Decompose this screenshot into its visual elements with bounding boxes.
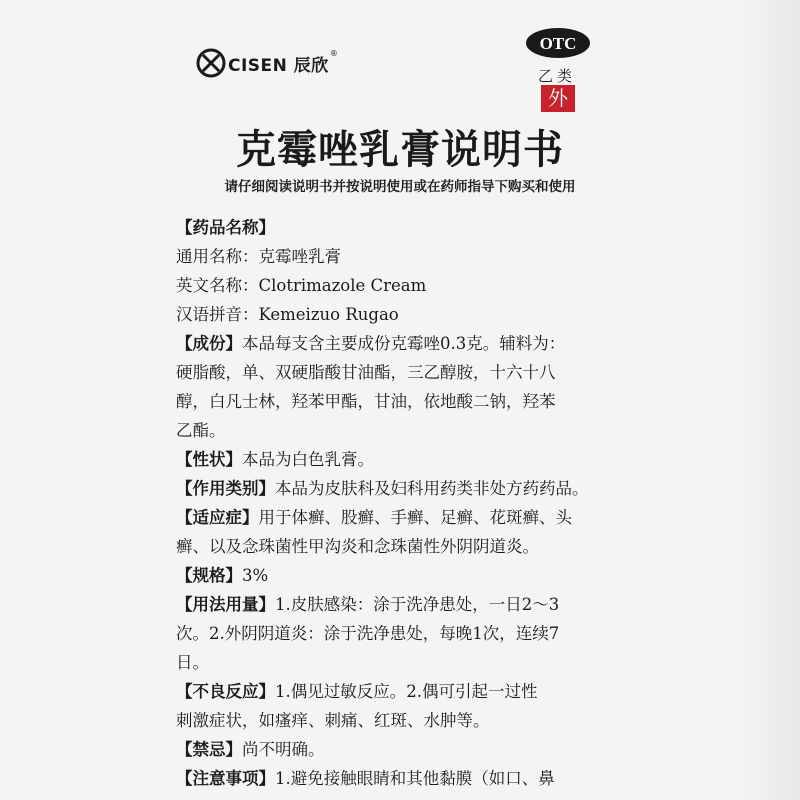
text-line [176,445,616,474]
page-subtitle: 请仔细阅读说明书并按说明使用或在药师指导下购买和使用 [224,179,576,195]
section-heading: 【用法用量】 [176,595,275,614]
line-text: 汉语拼音：Kemeizuo Rugao [176,305,399,324]
text-line [176,735,616,764]
line-text: 刺激症状，如瘙痒、刺痛、红斑、水肿等。 [176,711,490,730]
line-text: 英文名称：Clotrimazole Cream [176,276,427,295]
text-line [176,503,616,532]
text-line [176,764,616,793]
section-heading: 【不良反应】 [176,682,275,701]
text-line [176,300,616,329]
text-line [176,387,616,416]
line-text: 硬脂酸，单、双硬脂酸甘油酯，三乙醇胺，十六十八 [176,363,556,382]
line-text: 次。2.外阴阴道炎：涂于洗净患处，每晚1次，连续7 [176,624,560,643]
text-line [176,677,616,706]
text-line [176,358,616,387]
leaflet-body [176,213,616,793]
line-text: 1.皮肤感染：涂于洗净患处，一日2～3 [275,595,560,614]
section-heading: 【作用类别】 [176,479,275,498]
line-text: 3% [242,566,269,585]
text-line [176,329,616,358]
line-text: 醇，白凡士林，羟苯甲酯，甘油，依地酸二钠，羟苯 [176,392,556,411]
text-line [176,619,616,648]
brand-name: CISEN 辰欣 [228,55,329,76]
line-text: 用于体癣、股癣、手癣、足癣、花斑癣、头 [258,508,572,527]
registered-mark: ® [329,48,338,58]
line-text: 1.偶见过敏反应。2.偶可引起一过性 [275,682,538,701]
line-text: 本品每支含主要成份克霉唑0.3克。辅料为： [242,334,566,353]
text-line [176,213,616,242]
text-line [176,532,616,561]
otc-badge [525,27,591,59]
section-heading: 【禁忌】 [176,740,242,759]
section-heading: 【成份】 [176,334,242,353]
text-line [176,242,616,271]
section-heading: 【药品名称】 [176,218,275,237]
brand-logo [196,46,338,80]
line-text: 1.避免接触眼睛和其他黏膜（如口、鼻 [275,769,555,788]
text-line [176,474,616,503]
line-text: 本品为白色乳膏。 [242,450,374,469]
line-text: 通用名称：克霉唑乳膏 [176,247,341,266]
section-heading: 【性状】 [176,450,242,469]
line-text: 乙酯。 [176,421,226,440]
line-text: 癣、以及念珠菌性甲沟炎和念珠菌性外阴阴道炎。 [176,537,539,556]
otc-class-label: 乙类 [538,67,577,85]
page-title: 克霉唑乳膏说明书 [236,127,564,173]
text-line [176,561,616,590]
otc-label: OTC [539,34,577,53]
section-heading: 【规格】 [176,566,242,585]
text-line [176,416,616,445]
text-line [176,706,616,735]
text-line [176,590,616,619]
line-text: 日。 [176,653,209,672]
line-text: 本品为皮肤科及妇科用药类非处方药药品。 [275,479,589,498]
text-line [176,271,616,300]
line-text: 尚不明确。 [242,740,325,759]
cisen-logo-icon [196,48,226,78]
external-use-badge: 外 [541,85,575,112]
text-line [176,648,616,677]
section-heading: 【适应症】 [176,508,259,527]
section-heading: 【注意事项】 [176,769,275,788]
